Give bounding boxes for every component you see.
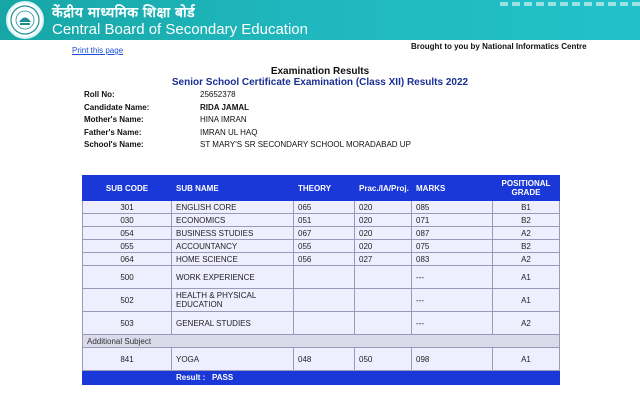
theory-marks: 065 [294,201,355,214]
candidate-info [84,90,544,153]
col-header: THEORY [294,176,355,201]
col-header: MARKS [412,176,493,201]
print-page-link[interactable]: Print this page [72,46,124,55]
grade: B2 [493,240,560,253]
sub-name: YOGA [172,348,294,371]
total-marks: 085 [412,201,493,214]
english-title: Central Board of Secondary Education [52,21,308,38]
roll-number: 25652378 [200,90,236,99]
table-row [83,227,560,240]
prac-marks [355,312,412,335]
theory-marks: 056 [294,253,355,266]
mother-name: HINA IMRAN [200,115,247,124]
table-row [83,214,560,227]
theory-marks [294,266,355,289]
total-marks: --- [412,312,493,335]
sub-code: 054 [83,227,172,240]
sub-name: ACCOUNTANCY [172,240,294,253]
total-marks: --- [412,289,493,312]
grade: B1 [493,201,560,214]
total-marks: 071 [412,214,493,227]
exam-results-title: Examination Results [270,66,370,77]
prac-marks: 020 [355,227,412,240]
grade: B2 [493,214,560,227]
exam-results-subtitle: Senior School Certificate Examination (Class XII) Results 2022 [171,77,469,88]
theory-marks: 067 [294,227,355,240]
decorative-stripe [500,2,640,6]
result-cell [172,371,560,385]
sub-name: BUSINESS STUDIES [172,227,294,240]
table-row [83,240,560,253]
sub-code: 502 [83,289,172,312]
grade: A2 [493,227,560,240]
total-marks: 083 [412,253,493,266]
sub-code: 500 [83,266,172,289]
table-header-row [83,176,560,201]
info-row-father [84,128,544,141]
result-label: Result : [176,373,206,382]
col-header: POSITIONAL GRADE [493,176,560,201]
info-label: School's Name: [84,140,144,149]
header-banner [0,0,640,40]
prac-marks [355,289,412,312]
cbse-emblem-icon [6,1,44,39]
sub-name: WORK EXPERIENCE [172,266,294,289]
table-row [83,312,560,335]
sub-name: ECONOMICS [172,214,294,227]
result-spacer [83,371,172,385]
table-row [83,289,560,312]
col-header: SUB NAME [172,176,294,201]
table-row [83,348,560,371]
grade: A1 [493,348,560,371]
info-label: Roll No: [84,90,115,99]
theory-marks: 055 [294,240,355,253]
info-row-mother [84,115,544,128]
theory-marks: 048 [294,348,355,371]
total-marks: --- [412,266,493,289]
total-marks: 098 [412,348,493,371]
table-row [83,266,560,289]
info-row-school [84,140,544,153]
theory-marks [294,312,355,335]
table-row [83,253,560,266]
school-name: ST MARY'S SR SECONDARY SCHOOL MORADABAD UP [200,140,411,149]
prac-marks: 050 [355,348,412,371]
theory-marks: 051 [294,214,355,227]
info-row-candidate [84,103,544,116]
sub-code: 064 [83,253,172,266]
sub-name: GENERAL STUDIES [172,312,294,335]
result-value: PASS [212,373,234,382]
sub-name: HEALTH & PHYSICAL EDUCATION [172,289,294,312]
prac-marks [355,266,412,289]
father-name: IMRAN UL HAQ [200,127,258,137]
info-label: Father's Name: [84,127,142,137]
marks-table [82,175,560,385]
grade: A1 [493,289,560,312]
prac-marks: 020 [355,240,412,253]
sub-code: 503 [83,312,172,335]
nic-credit: Brought to you by National Informatics Centre [411,42,587,51]
info-row-roll [84,90,544,103]
total-marks: 075 [412,240,493,253]
col-header: SUB CODE [83,176,172,201]
grade: A1 [493,266,560,289]
grade: A2 [493,312,560,335]
additional-subject-label: Additional Subject [83,335,560,348]
prac-marks: 020 [355,214,412,227]
sub-name: HOME SCIENCE [172,253,294,266]
sub-code: 841 [83,348,172,371]
sub-code: 030 [83,214,172,227]
additional-subject-row [83,335,560,348]
info-label: Candidate Name: [84,102,150,112]
sub-code: 301 [83,201,172,214]
prac-marks: 027 [355,253,412,266]
sub-name: ENGLISH CORE [172,201,294,214]
candidate-name: RIDA JAMAL [200,102,250,112]
info-label: Mother's Name: [84,115,144,124]
grade: A2 [493,253,560,266]
col-header: Prac./IA/Proj. [355,176,412,201]
table-row [83,201,560,214]
prac-marks: 020 [355,201,412,214]
sub-code: 055 [83,240,172,253]
theory-marks [294,289,355,312]
result-row [83,371,560,385]
total-marks: 087 [412,227,493,240]
hindi-title: केंद्रीय माध्यमिक शिक्षा बोर्ड [52,4,196,20]
